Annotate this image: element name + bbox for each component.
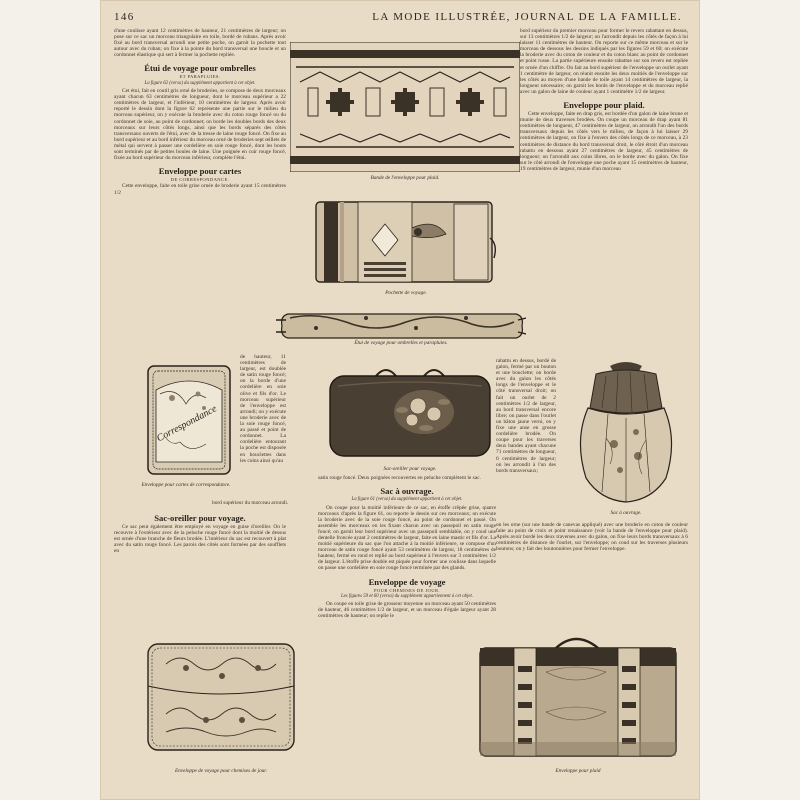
column-2-text — [318, 475, 496, 621]
column-3-top — [520, 28, 688, 174]
caption-pillow: Sac-oreiller pour voyage. — [383, 466, 437, 472]
section-subtitle-cards: DE CORRESPONDANCE. — [170, 177, 230, 183]
plaid-paragraph: Cette enveloppe, faite en drap gris, est bordée d'un galon de laine brune et munie de deux traverses brodées. On coupe un morceau de drap ayant 81 centimètres de longueur, 47 centimètres de largeur, on arrondit l'un des bords transversaux depuis les côtés vers le milieu, de façon à lui laisser 29 centimètres de largeur, on fixe à l'envers des côtés longs de ce morceau, à 23 centimètres de distance du bord transversal droit, le côté étroit d'un morceau rabattu en dessous ayant 27 centimètres de largeur, 45 centimètres de longueur; on l'arrondit aux coins libres, on le borde avec du galon. On fixe sur le côté arrondi de l'enveloppe une poche ayant 15 centimètres de hauteur, 19 centimètres de largeur, munie d'un morceau — [520, 111, 688, 172]
section-subtitle-shirts: POUR CHEMISES DE JOUR. — [374, 587, 440, 593]
plaid-paragraph-side: rabattu en dessus, bordé de galon, fermé par un bouton et une bouclette; on borde avec du galon les côtés longs de l'enveloppe et le côté transversal droit; on fait un ourlet de 2 centimètres 1/2 de largeur, au bord transversal encore libre; on passe dans l'ourlet un bâton jaune verni, on y fixe une anse en grosse cordelière brodée. On coupe pour les traverses deux bandes ayant chacune 71 centimètres de longueur, 6 centimètres de largeur; on les arrondit à l'un des bords transversaux; — [496, 358, 556, 474]
column-1-top — [114, 28, 286, 198]
caption-plaid: Enveloppe pour plaid — [555, 768, 601, 774]
journal-title: LA MODE ILLUSTRÉE, JOURNAL DE LA FAMILLE. — [372, 11, 682, 23]
shirts-paragraph: On coupe en toile grise de grosseur moyenne un morceau ayant 50 centimètres de hauteur, 46 centimètres 1/2 de largeur, et un morceau d'égale largeur ayant 28 centimètres de hauteur; on replie le — [318, 601, 496, 620]
travel-pouch-illustration — [314, 198, 498, 288]
supplement-note-workbag: La figure 61 (verso) du supplément appartient à cet objet. — [351, 497, 463, 503]
plaid-paragraph-end: on les orne (sur une bande de canevas appliqué) avec une broderie en coton de couleur faite au point de croix et point renaissance (voir la bande de l'enveloppe pour plaid). Après avoir bordé les deux traverses avec du galon, on fixe leurs bords transversaux à 6 centimètres de distance de l'ourlet, sur l'enveloppe; on coud sur les traverses plusieurs boutons; on y fait des boutonnières pour fermer l'enveloppe. — [496, 522, 688, 553]
umbrella-paragraph: Cet étui, fait en coutil gris orné de broderies, se compose de deux morceaux ayant chacun 63 centimètres de longueur, dont le morceau supérieur a 22 centimètres de largeur, et l'inférieur, 10 centimètres de largeur. Après avoir reporté le dessin dont la figure 62 représente une partie sur le milieu du morceau supérieur, on y exécute la broderie avec du coton rouge foncé ou du cordonnet de soie, au point de cordonnet; on borde les doubles bords des deux morceaux sur leurs côtés longs, ainsi que les bords séparés des côtés transversaux ouverts de l'étui, avec de la tresse de laine rouge foncé. On fixe au bord supérieur et au bord inférieur du morceau orné de broderies sept œillets de métal qui servent à passer une cordelière en soie rouge foncé, dont les bouts sont terminés par de petites boules de laine. Une poignée en cuir rouge foncé, fixée au bord supérieur du morceau inférieur, complète l'étui. — [114, 88, 286, 162]
cards-paragraph-end: bord supérieur du morceau arrondi. — [212, 500, 289, 506]
plaid-side-text — [496, 358, 556, 476]
cards-side-text — [240, 354, 286, 466]
magazine-page — [100, 0, 700, 800]
section-title-umbrella: Étui de voyage pour ombrelles — [144, 63, 256, 74]
section-title-pillow: Sac-oreiller pour voyage. — [154, 513, 246, 523]
cards-paragraph-side: de hauteur, 11 centimètres de largeur, est doublée de satin rouge foncé; on la borde d'une cordelière en soie olive et fils d'or. Le morceau supérieur de l'enveloppe est arrondi; on y exécute une broderie avec de la soie rouge foncé, au passé et point de cordonnet. La cordelière entourant la poche est disposée en bouclettes dans les coins ainsi qu'au — [240, 354, 286, 464]
plaid-envelope-illustration — [476, 632, 680, 760]
workbag-paragraph: On coupe pour la moitié inférieure de ce sac, en étoffe crêpée grise, quatre morceaux d'après la figure 61, ou reporte le dessin sur ces morceaux; on exécute la broderie avec de la soie rouge foncé, au point de cordonnet et passé. On assemble les morceaux en les fixant chacun avec un passepoil en satin rouge foncé; on garnit leur bord supérieur avec un passepoil semblable, on y coud une dentelle froncée ayant 2 centimètres de largeur, faite en laine mastic et fils d'or. La moitié supérieure du sac que l'on attache à la moitié inférieure, se compose d'un morceau de satin rouge foncé ayant 53 centimètres de largeur, 18 centimètres de hauteur, fermé en rond et replié au bord supérieur à l'envers sur 3 centimètres 1/2 de largeur. L'étoffe prise double est piquée pour former une coulisse dans laquelle on passe une cordelière en soie rouge foncé terminée par des glands. — [318, 504, 496, 572]
section-subtitle-umbrella: ET PARAPLUIES. — [179, 74, 221, 80]
intro-paragraph: d'une coulisse ayant 12 centimètres de hauteur, 21 centimètres de largeur; on pose sur ce sac un morceau triangulaire en toile, bordé de rubans. Après avoir fixé au bord transversal arrondi une petite poche, on garnit la pochette tout autour avec du ruban; on fixe à la pointe du bord transversal une boucle et un cordonnet élastique qui sert à fermer la pochette repliée. — [114, 28, 286, 59]
caption-cards: Enveloppe pour cartes de correspondance. — [141, 482, 231, 488]
section-title-shirts: Enveloppe de voyage — [368, 576, 446, 587]
workbag-illustration — [566, 360, 686, 506]
card-script-text: Correspondance — [154, 403, 219, 445]
section-title-plaid: Enveloppe pour plaid. — [563, 100, 645, 111]
cards-paragraph-top: Cette enveloppe, faite en toile grise ornée de broderie ayant 15 centimètres 1/2 — [114, 183, 286, 196]
pillow-paragraph: Ce sac peut également être employé en voyage en guise d'oreiller. On le recouvre à l'extérieur avec de la peluche rouge foncé dont la moitié de dessus est ornée d'une branche de fleurs brodée. L'intérieur du sac est recouvert à plat avec du satin rouge foncé. Les parois des côtés sont formées par des soufflets en — [114, 524, 286, 555]
card-envelope-illustration — [146, 364, 232, 476]
caption-shirts: Enveloppe de voyage pour chemises de jour. — [174, 768, 268, 774]
shirts-envelope-illustration — [146, 636, 296, 756]
supplement-note-umbrella: La figure 62 (verso) du supplément appartient à cet objet. — [144, 80, 256, 86]
page-header — [114, 8, 686, 26]
caption-band: Bande de l'enveloppe pour plaid. — [370, 175, 440, 181]
caption-pouch: Pochette de voyage. — [385, 290, 427, 296]
caption-umbrella: Étui de voyage pour ombrelles et parapluies. — [354, 340, 448, 346]
page-number: 146 — [114, 11, 135, 23]
column-3-bottom — [496, 522, 688, 554]
supplement-note-shirts: Les figures 59 et 60 (verso) du supplément appartiennent à cet objet. — [341, 593, 473, 599]
caption-workbag: Sac à ouvrage. — [610, 510, 642, 516]
section-title-cards: Enveloppe pour cartes — [158, 166, 242, 177]
plaid-band-illustration — [290, 42, 520, 172]
shirts-continued-paragraph: bord supérieur du premier morceau pour former le revers rabattant en dessus, sur 13 centimètres 1/2 de largeur; on l'arrondit depuis les côtés de façon à lui laisser 11 centimètres de hauteur. On reporte sur ce même morceau et sur le morceau de dessous les dessins indiqués par les figures 59 et 60; on exécute la broderie avec du coton de couleur et du coton blanc au point de cordonnet et point russe. La partie supérieure ensuite rabattue sur son revers est repliée et ornée d'un chiffre. On fait au bord supérieur de l'enveloppe un ourlet ayant 1 centimètre de largeur, on réunit ensuite les deux moitiés de l'enveloppe sur les côtés au moyen d'une bande de toile ayant 14 centimètres de largeur, la longueur nécessaire; on garnit les bords de l'enveloppe et du morceau replié avec un galon de laine de couleur ayant 1 centimètre 1/2 de largeur. — [520, 28, 688, 95]
column-1-bottom — [114, 508, 286, 556]
pillow-bag-illustration — [326, 362, 494, 460]
section-title-workbag: Sac à ouvrage. — [380, 486, 434, 497]
pillow-continued-paragraph: satin rouge foncé. Deux poignées recouvertes en peluche complètent le sac. — [318, 475, 481, 481]
umbrella-case-illustration — [276, 306, 526, 344]
